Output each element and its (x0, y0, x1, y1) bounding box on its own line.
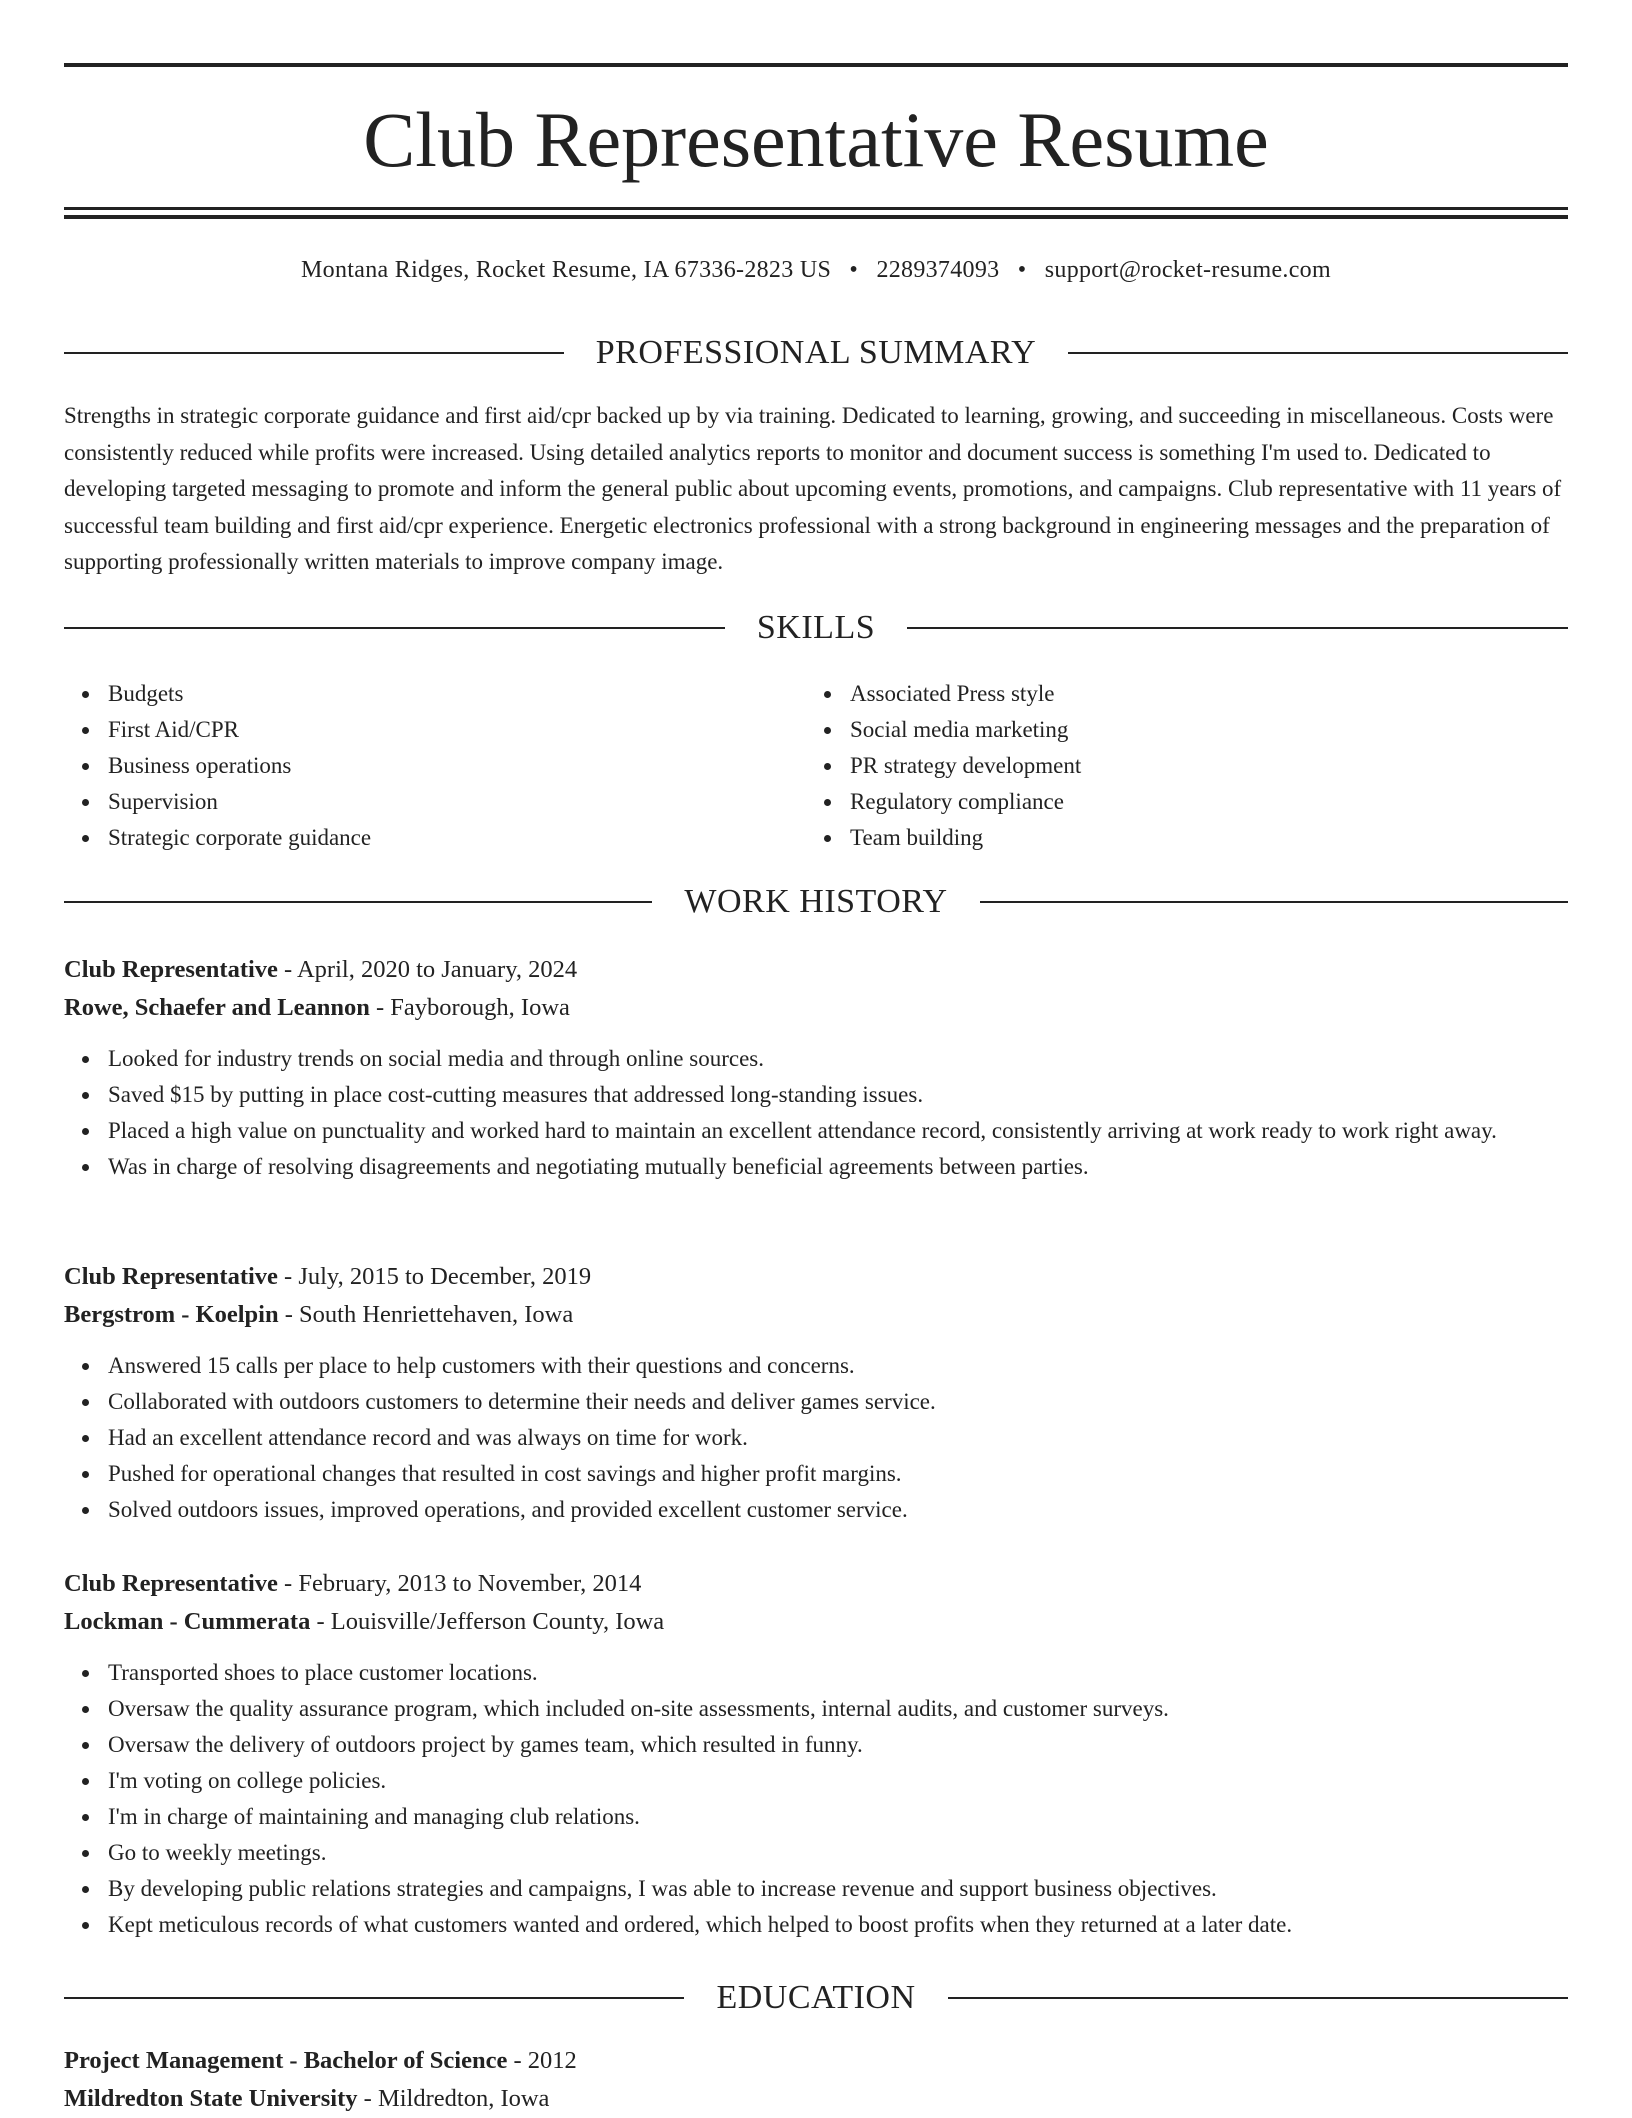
skill-item: Budgets (64, 676, 764, 712)
heading-rule-left (64, 901, 652, 903)
job-bullet: I'm voting on college policies. (64, 1763, 1568, 1799)
top-rule (64, 63, 1568, 67)
job-bullets (64, 1041, 1568, 1185)
job-bullet: Collaborated with outdoors customers to determine their needs and deliver games service. (64, 1384, 1568, 1420)
summary-heading (64, 331, 1568, 375)
heading-rule-left (64, 352, 564, 354)
job-dates: July, 2015 to December, 2019 (298, 1263, 592, 1290)
job-bullet: Oversaw the quality assurance program, which included on-site assessments, internal audits, and customer surveys. (64, 1691, 1568, 1727)
degree-line: Project Management - Bachelor of Science - 2012 (64, 2047, 577, 2074)
job-title: Club Representative (64, 1570, 278, 1597)
school-line: Mildredton State University - Mildredton, Iowa (64, 2085, 550, 2112)
job-bullets (64, 1348, 1568, 1528)
job-entry (64, 951, 1568, 1185)
work-heading-label: WORK HISTORY (684, 883, 948, 920)
school-location: Mildredton, Iowa (377, 2085, 550, 2112)
skills-heading (64, 606, 1568, 650)
job-company: Rowe, Schaefer and Leannon (64, 994, 370, 1021)
job-dates: April, 2020 to January, 2024 (296, 956, 578, 983)
job-title-line: Club Representative - April, 2020 to January, 2024 (64, 956, 578, 983)
contact-separator: • (1017, 257, 1027, 283)
skill-item: Strategic corporate guidance (64, 820, 764, 856)
job-bullet: Oversaw the delivery of outdoors project by games team, which resulted in funny. (64, 1727, 1568, 1763)
page-title: Club Representative Resume (363, 96, 1269, 183)
skills-list-left (64, 676, 764, 856)
education-entry (64, 2042, 1568, 2118)
job-company-line: Bergstrom - Koelpin - South Henriettehaven, Iowa (64, 1301, 574, 1328)
summary-text: Strengths in strategic corporate guidance and first aid/cpr backed up by via training. Dedicated to learning, growing, and succeeding in miscellaneous. Costs were consistently reduced while profits were increased. Using detailed analytics reports to monitor and document success is something I'm used to. Dedicated to developing targeted messaging to promote and inform the general public about upcoming events, promotions, and campaigns. Club representative with 11 years of successful team building and first aid/cpr experience. Energetic electronics professional with a strong background in engineering messages and the preparation of supporting professionally written materials to improve company image. (64, 403, 1562, 575)
job-entry (64, 1258, 1568, 1528)
job-bullet: Had an excellent attendance record and was always on time for work. (64, 1420, 1568, 1456)
job-company-line: Lockman - Cummerata - Louisville/Jefferson County, Iowa (64, 1608, 665, 1635)
job-company: Lockman - Cummerata (64, 1608, 311, 1635)
job-bullet: Answered 15 calls per place to help customers with their questions and concerns. (64, 1348, 1568, 1384)
school-name: Mildredton State University (64, 2085, 358, 2112)
heading-rule-right (948, 1997, 1568, 1999)
degree: Project Management - Bachelor of Science (64, 2047, 508, 2074)
heading-rule-right (907, 627, 1568, 629)
contact-line (64, 254, 1568, 286)
contact-phone: 2289374093 (876, 257, 1000, 283)
job-title-line: Club Representative - February, 2013 to November, 2014 (64, 1570, 642, 1597)
job-company-line: Rowe, Schaefer and Leannon - Fayborough, Iowa (64, 994, 570, 1021)
heading-rule-right (1068, 352, 1568, 354)
heading-rule-right (980, 901, 1568, 903)
heading-rule-left (64, 627, 725, 629)
skill-item: PR strategy development (806, 748, 1506, 784)
job-title: Club Representative (64, 956, 278, 983)
job-bullet: Pushed for operational changes that resulted in cost savings and higher profit margins. (64, 1456, 1568, 1492)
job-bullet: Was in charge of resolving disagreements and negotiating mutually beneficial agreements between parties. (64, 1149, 1568, 1185)
job-bullet: Kept meticulous records of what customers wanted and ordered, which helped to boost profits when they returned at a later date. (64, 1907, 1568, 1943)
heading-rule-left (64, 1997, 684, 1999)
job-bullet: I'm in charge of maintaining and managing club relations. (64, 1799, 1568, 1835)
job-location: South Henriettehaven, Iowa (299, 1301, 574, 1328)
job-bullet: Looked for industry trends on social media and through online sources. (64, 1041, 1568, 1077)
job-location: Fayborough, Iowa (390, 994, 570, 1021)
job-bullet: By developing public relations strategies and campaigns, I was able to increase revenue and support business objectives. (64, 1871, 1568, 1907)
contact-separator: • (849, 257, 859, 283)
job-bullet: Placed a high value on punctuality and worked hard to maintain an excellent attendance record, consistently arriving at work ready to work right away. (64, 1113, 1568, 1149)
degree-year: 2012 (527, 2047, 577, 2074)
title-rule-upper (64, 207, 1568, 210)
job-company: Bergstrom - Koelpin (64, 1301, 279, 1328)
job-location: Louisville/Jefferson County, Iowa (330, 1608, 665, 1635)
work-heading (64, 880, 1568, 924)
skill-item: Regulatory compliance (806, 784, 1506, 820)
skills-list-right (806, 676, 1506, 856)
summary-heading-label: PROFESSIONAL SUMMARY (595, 334, 1037, 371)
job-bullet: Saved $15 by putting in place cost-cutting measures that addressed long-standing issues. (64, 1077, 1568, 1113)
contact-address: Montana Ridges, Rocket Resume, IA 67336-2823 US (301, 257, 832, 283)
skills-heading-label: SKILLS (756, 609, 876, 646)
job-bullet: Go to weekly meetings. (64, 1835, 1568, 1871)
contact-email: support@rocket-resume.com (1044, 257, 1331, 283)
job-bullet: Transported shoes to place customer locations. (64, 1655, 1568, 1691)
job-title-line: Club Representative - July, 2015 to December, 2019 (64, 1263, 592, 1290)
title-rule-lower (64, 215, 1568, 219)
skill-item: Supervision (64, 784, 764, 820)
skill-item: Team building (806, 820, 1506, 856)
skill-item: Business operations (64, 748, 764, 784)
job-bullet: Solved outdoors issues, improved operations, and provided excellent customer service. (64, 1492, 1568, 1528)
job-title: Club Representative (64, 1263, 278, 1290)
education-heading-label: EDUCATION (716, 1979, 916, 2016)
skill-item: Associated Press style (806, 676, 1506, 712)
skill-item: Social media marketing (806, 712, 1506, 748)
skill-item: First Aid/CPR (64, 712, 764, 748)
education-heading (64, 1976, 1568, 2020)
job-entry (64, 1565, 1568, 1943)
job-dates: February, 2013 to November, 2014 (298, 1570, 642, 1597)
job-bullets (64, 1655, 1568, 1943)
